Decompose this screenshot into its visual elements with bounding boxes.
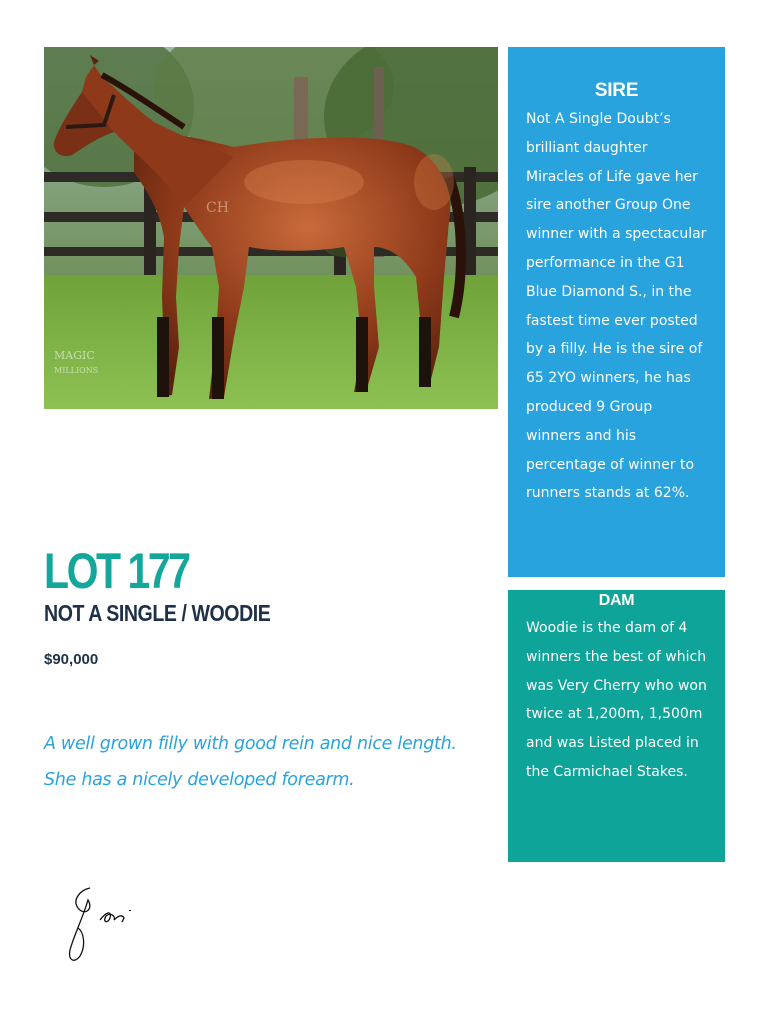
sire-description: Not A Single Doubt’s brilliant daughter Miracles of Life gave her sire another Group One winner with a spectacular performance in the G1 Blue Diamond S., in the fastest time ever posted by a filly. He is the sire of 65 2YO winners, he has produced 9 Group winners and his percentage of winner to runners stands at 62%. (526, 111, 707, 502)
sire-heading: SIRE (594, 80, 639, 101)
dam-panel (508, 590, 725, 862)
signature (60, 880, 170, 975)
dam-heading: DAM (598, 592, 635, 609)
price: $90,000 (44, 651, 99, 668)
description-line-2: She has a nicely developed forearm. (44, 770, 355, 790)
photo-watermark-line-1: MAGIC (54, 349, 95, 362)
dam-description: Woodie is the dam of 4 winners the best of which was Very Cherry who won twice at 1,200m, 1,500m and was Listed placed in the Carmichael Stakes. (526, 620, 707, 780)
lot-description (44, 726, 506, 798)
svg-text:CH: CH (206, 200, 229, 216)
pedigree-title: NOT A SINGLE / WOODIE (44, 600, 271, 626)
lot-title: LOT 177 (44, 543, 189, 599)
description-line-1: A well grown filly with good rein and nice length. (44, 734, 457, 754)
sire-panel (508, 47, 725, 577)
horse-photo (44, 47, 498, 409)
photo-watermark-line-2: MILLIONS (54, 366, 99, 375)
